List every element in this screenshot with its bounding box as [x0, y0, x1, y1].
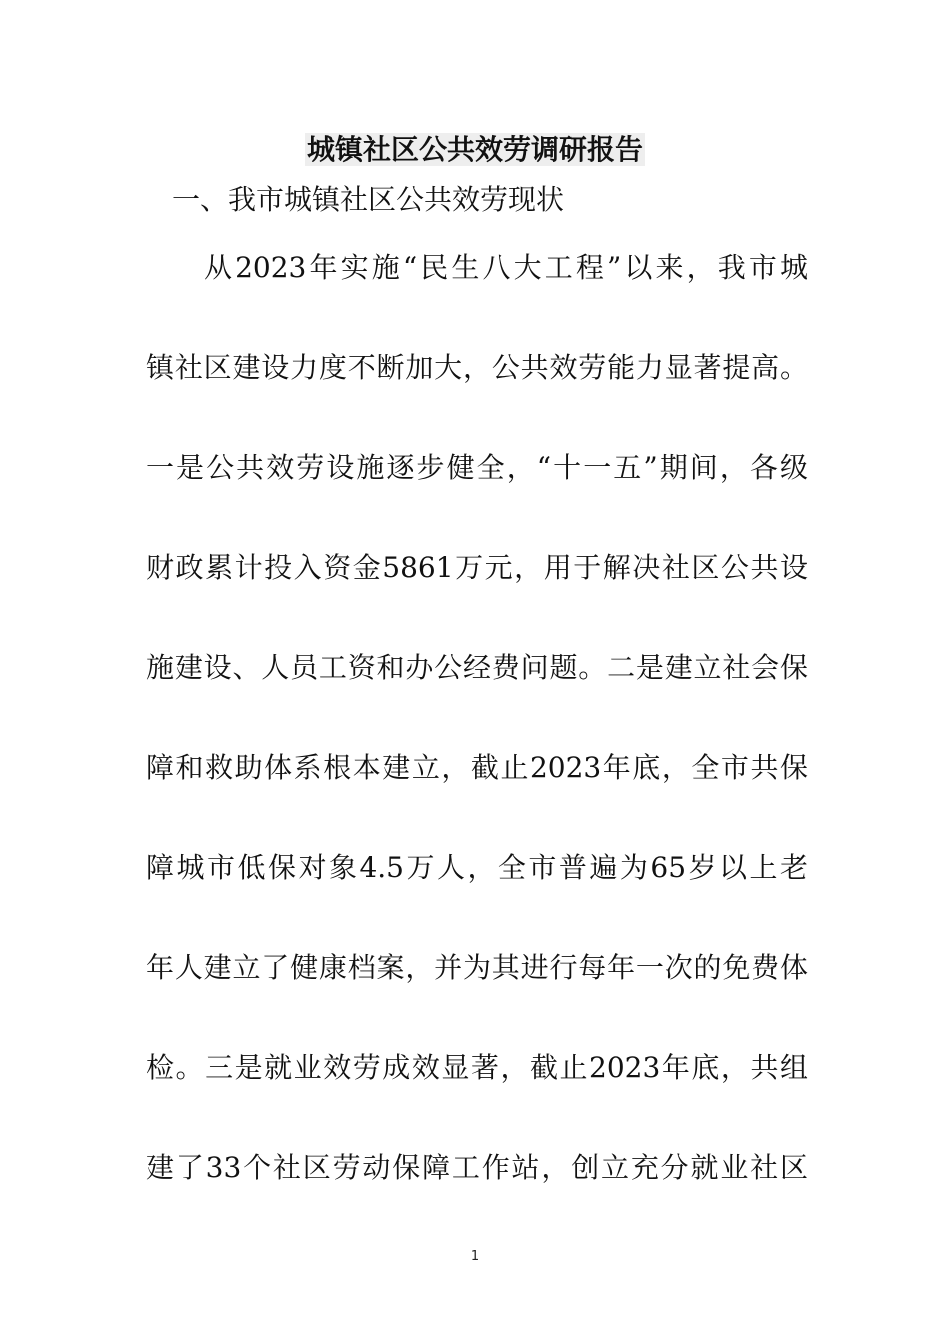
document-title [0, 128, 950, 172]
paragraph-line-10: 建了33个社区劳动保障工作站，创立充分就业社区 [146, 1151, 808, 1184]
paragraph-line-7: 障城市低保对象4.5万人，全市普遍为65岁以上老 [146, 851, 808, 884]
paragraph-line-3: 一是公共效劳设施逐步健全，“十一五”期间，各级 [146, 451, 808, 484]
paragraph-line-8: 年人建立了健康档案，并为其进行每年一次的免费体 [146, 951, 808, 984]
paragraph-line-9: 检。三是就业效劳成效显著，截止2023年底，共组 [146, 1051, 808, 1084]
paragraph-line-5: 施建设、人员工资和办公经费问题。二是建立社会保 [146, 651, 808, 684]
document-title-text: 城镇社区公共效劳调研报告 [306, 133, 643, 166]
paragraph-line-6: 障和救助体系根本建立，截止2023年底，全市共保 [146, 751, 808, 784]
paragraph-line-1: 从2023年实施“民生八大工程”以来，我市城 [204, 251, 808, 284]
paragraph-line-2: 镇社区建设力度不断加大，公共效劳能力显著提高。 [146, 351, 808, 384]
page-number: 1 [470, 1249, 480, 1264]
paragraph-line-4: 财政累计投入资金5861万元，用于解决社区公共设 [146, 551, 808, 584]
section-heading: 一、我市城镇社区公共效劳现状 [172, 183, 565, 216]
